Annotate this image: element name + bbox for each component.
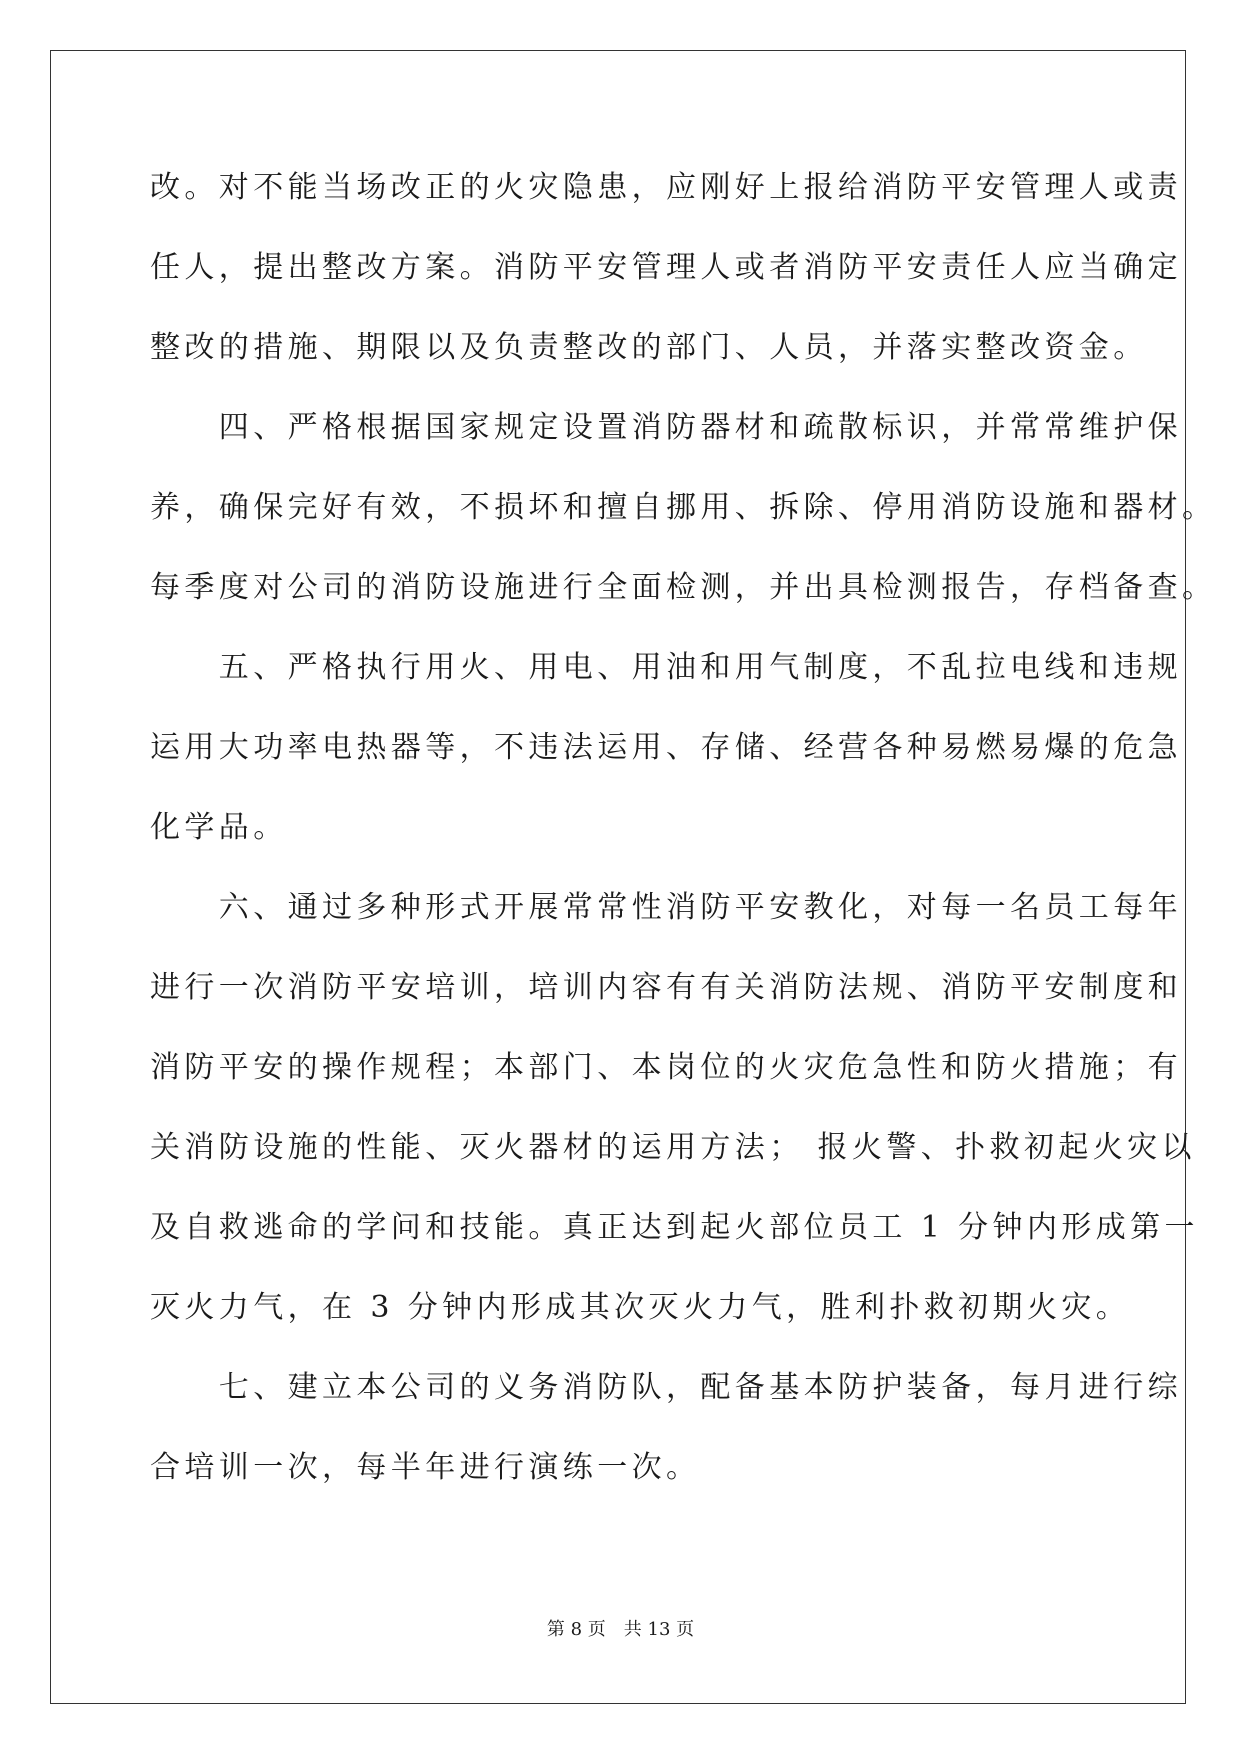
text-line: 四、严格根据国家规定设置消防器材和疏散标识，并常常维护保: [150, 410, 1182, 445]
text-line: 消防平安的操作规程；本部门、本岗位的火灾危急性和防火措施；有: [150, 1050, 1182, 1085]
text-line: 灭火力气，在 3 分钟内形成其次灭火力气，胜利扑救初期火灾。: [150, 1290, 1131, 1325]
text-line: 化学品。: [150, 810, 288, 845]
text-line: 七、建立本公司的义务消防队，配备基本防护装备，每月进行综: [150, 1370, 1182, 1405]
page-footer: [0, 1618, 1241, 1642]
text-line: 关消防设施的性能、灭火器材的运用方法； 报火警、扑救初起火灾以: [150, 1130, 1196, 1165]
text-line: 运用大功率电热器等，不违法运用、存储、经营各种易燃易爆的危急: [150, 730, 1182, 765]
text-line: 进行一次消防平安培训，培训内容有有关消防法规、消防平安制度和: [150, 970, 1182, 1005]
text-line: 改。对不能当场改正的火灾隐患，应刚好上报给消防平安管理人或责: [150, 170, 1182, 205]
text-line: 合培训一次，每半年进行演练一次。: [150, 1450, 701, 1485]
text-line: 五、严格执行用火、用电、用油和用气制度，不乱拉电线和违规: [150, 650, 1182, 685]
document-body: [150, 160, 1217, 1520]
text-line: 及自救逃命的学问和技能。真正达到起火部位员工 1 分钟内形成第一: [150, 1210, 1199, 1245]
text-line: 养，确保完好有效，不损坏和擅自挪用、拆除、停用消防设施和器材。: [150, 490, 1217, 525]
text-line: 任人，提出整改方案。消防平安管理人或者消防平安责任人应当确定: [150, 250, 1182, 285]
text-line: 整改的措施、期限以及负责整改的部门、人员，并落实整改资金。: [150, 330, 1148, 365]
text-line: 六、通过多种形式开展常常性消防平安教化，对每一名员工每年: [150, 890, 1182, 925]
text-line: 每季度对公司的消防设施进行全面检测，并出具检测报告，存档备查。: [150, 570, 1217, 605]
page-number: 第 8 页 共 13 页: [546, 1619, 695, 1640]
